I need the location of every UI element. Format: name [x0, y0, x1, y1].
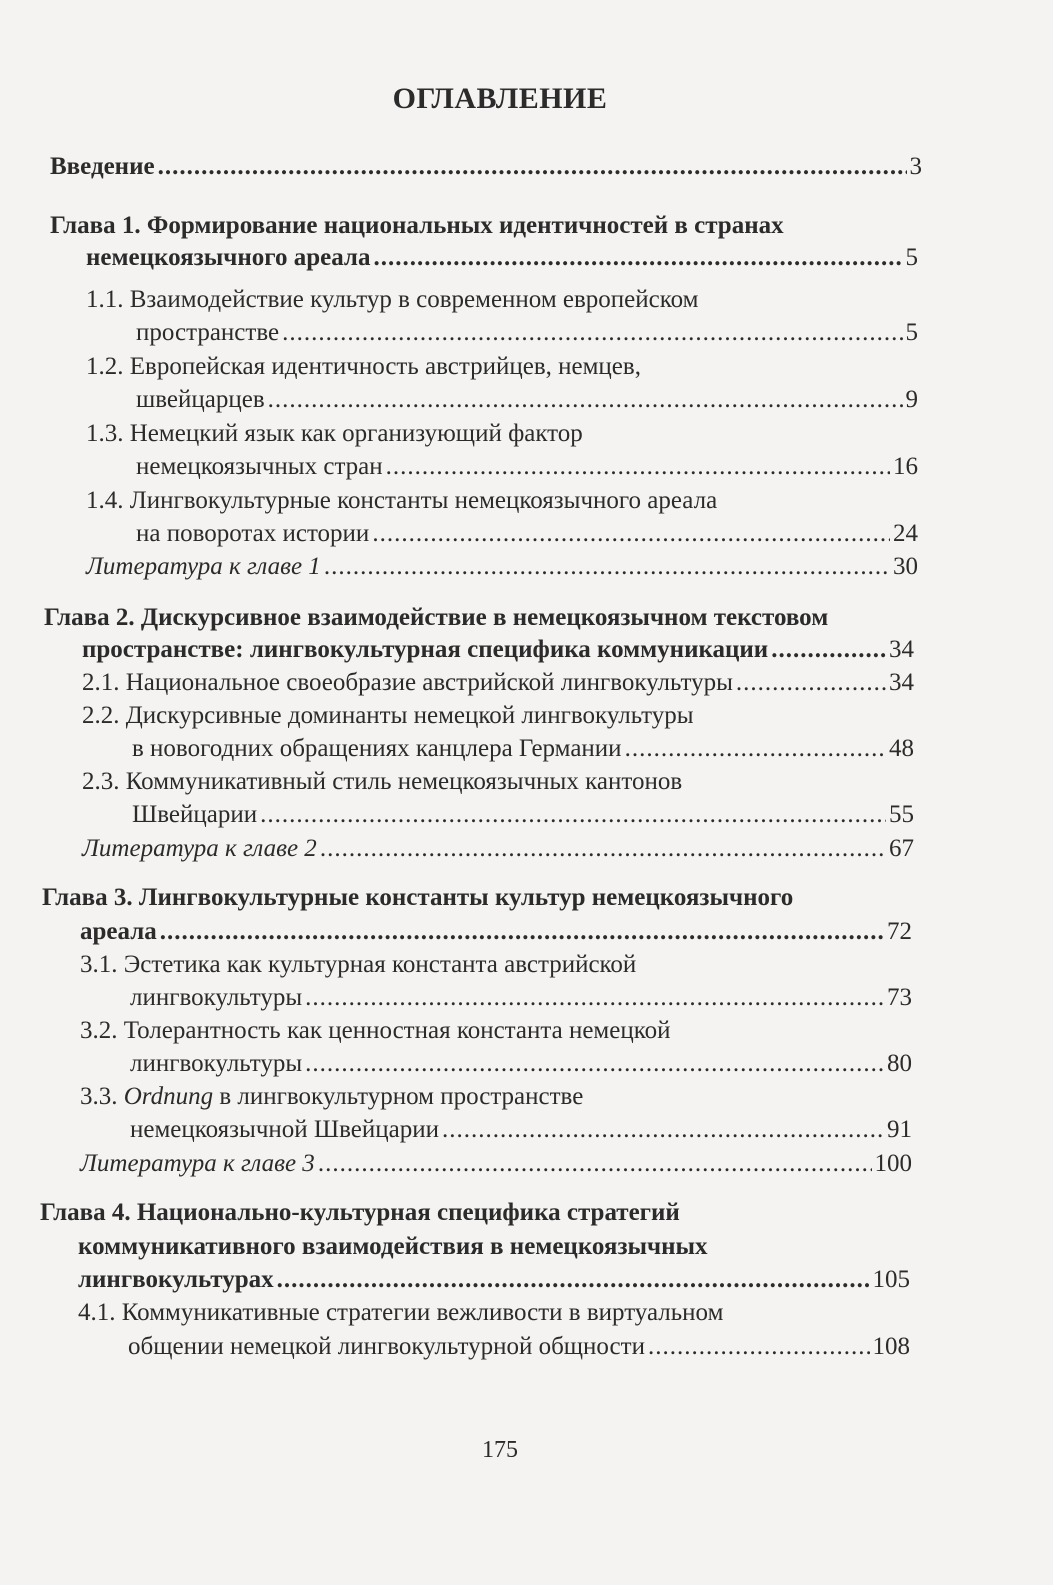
toc-entry-label: в новогодних обращениях канцлера Германии — [132, 735, 622, 762]
toc-page-number: 55 — [889, 801, 914, 828]
toc-entry-label: Литература к главе 2 — [82, 835, 317, 862]
toc-page-number: 105 — [872, 1266, 910, 1293]
toc-entry-label: на поворотах истории — [136, 520, 370, 547]
toc-leader — [282, 318, 902, 348]
toc-entry-label: пространстве — [136, 319, 280, 346]
toc-entry-label: немецкоязычного ареала — [86, 244, 371, 271]
toc-section-3-3-title[interactable] — [80, 1082, 583, 1112]
toc-entry-label: Введение — [50, 153, 155, 180]
toc-leader — [372, 519, 890, 549]
toc-section-3-1-title[interactable]: 3.1. Эстетика как культурная константа австрийской — [80, 951, 637, 978]
toc-entry-label: немецкоязычной Швейцарии — [130, 1116, 440, 1143]
toc-entry-label: пространстве: лингвокультурная специфика коммуникации — [82, 636, 769, 663]
page-title: ОГЛАВЛЕНИЕ — [392, 82, 608, 115]
toc-entry-label: Литература к главе 3 — [80, 1150, 315, 1177]
toc-entry-label: общении немецкой лингвокультурной общности — [128, 1333, 645, 1360]
toc-leader — [318, 1149, 872, 1179]
toc-entry-section-1-3[interactable] — [136, 452, 918, 482]
toc-entry-label: швейцарцев — [136, 386, 265, 413]
toc-section-1-4-title[interactable]: 1.4. Лингвокультурные константы немецкоязычного ареала — [86, 487, 718, 514]
toc-page-number: 73 — [887, 984, 912, 1011]
toc-section-3-2-title[interactable]: 3.2. Толерантность как ценностная константа немецкой — [80, 1017, 671, 1044]
toc-leader — [736, 668, 886, 698]
toc-section-1-3-title[interactable]: 1.3. Немецкий язык как организующий фактор — [86, 420, 583, 447]
toc-page-number: 80 — [887, 1050, 912, 1077]
toc-chapter-4-title-line2[interactable]: коммуникативного взаимодействия в немецкоязычных — [78, 1233, 708, 1260]
toc-leader — [648, 1332, 870, 1362]
toc-entry-label: Литература к главе 1 — [86, 553, 321, 580]
toc-leader — [260, 800, 886, 830]
toc-section-4-1-title[interactable]: 4.1. Коммуникативные стратегии вежливости в виртуальном — [78, 1299, 724, 1326]
toc-leader — [158, 152, 907, 182]
toc-entry-section-3-1[interactable] — [130, 983, 912, 1013]
toc-leader — [442, 1115, 884, 1145]
toc-entry-label: лингвокультуры — [130, 984, 303, 1011]
toc-entry-label: Швейцарии — [132, 801, 258, 828]
toc-leader — [160, 917, 884, 947]
toc-entry-section-2-2[interactable] — [132, 734, 914, 764]
toc-leader — [625, 734, 886, 764]
toc-entry-label: немецкоязычных стран — [136, 453, 383, 480]
toc-entry-section-1-4[interactable] — [136, 519, 918, 549]
toc-page-number: 108 — [872, 1333, 910, 1360]
toc-page-number: 16 — [893, 453, 918, 480]
toc-leader — [305, 1049, 884, 1079]
toc-entry-chapter-1[interactable] — [86, 243, 918, 273]
toc-page-number: 34 — [889, 669, 914, 696]
toc-page-number: 3 — [909, 153, 922, 180]
page-number: 175 — [482, 1437, 518, 1463]
toc-page-number: 67 — [889, 835, 914, 862]
toc-page-number: 24 — [893, 520, 918, 547]
toc-page-number: 5 — [905, 319, 918, 346]
toc-entry-literature-2[interactable] — [82, 834, 914, 864]
toc-page-number: 48 — [889, 735, 914, 762]
toc-entry-section-2-1[interactable] — [82, 668, 914, 698]
toc-chapter-4-title[interactable]: Глава 4. Национально-культурная специфика стратегий — [40, 1199, 680, 1226]
toc-entry-label: лингвокультурах — [78, 1266, 274, 1293]
toc-chapter-1-title[interactable]: Глава 1. Формирование национальных идентичностей в странах — [50, 212, 784, 239]
toc-entry-section-1-2[interactable] — [136, 385, 918, 415]
toc-entry-literature-3[interactable] — [80, 1149, 912, 1179]
toc-entry-chapter-4[interactable] — [78, 1265, 910, 1295]
toc-page-number: 34 — [889, 636, 914, 663]
toc-emphasis-word: Ordnung — [123, 1083, 214, 1110]
toc-leader — [305, 983, 884, 1013]
toc-section-1-2-title[interactable]: 1.2. Европейская идентичность австрийцев, немцев, — [86, 353, 641, 380]
toc-entry-chapter-3[interactable] — [80, 917, 912, 947]
toc-leader — [771, 635, 886, 665]
toc-entry-label: ареала — [80, 918, 157, 945]
toc-leader — [268, 385, 903, 415]
toc-leader — [386, 452, 890, 482]
toc-entry-section-3-2[interactable] — [130, 1049, 912, 1079]
toc-page-number: 72 — [887, 918, 912, 945]
toc-leader — [324, 552, 890, 582]
toc-entry-intro[interactable] — [50, 152, 922, 182]
toc-entry-label: лингвокультуры — [130, 1050, 303, 1077]
toc-section-2-2-title[interactable]: 2.2. Дискурсивные доминанты немецкой лингвокультуры — [82, 702, 694, 729]
toc-page-number: 30 — [893, 553, 918, 580]
toc-entry-section-3-3[interactable] — [130, 1115, 912, 1145]
toc-entry-literature-1[interactable] — [86, 552, 918, 582]
toc-page-number: 9 — [905, 386, 918, 413]
toc-entry-section-4-1[interactable] — [128, 1332, 910, 1362]
toc-section-1-1-title[interactable]: 1.1. Взаимодействие культур в современном европейском — [86, 286, 699, 313]
toc-chapter-3-title[interactable]: Глава 3. Лингвокультурные константы культур немецкоязычного — [42, 884, 794, 911]
toc-leader — [320, 834, 886, 864]
toc-entry-label: 2.1. Национальное своеобразие австрийской лингвокультуры — [82, 669, 733, 696]
toc-chapter-2-title[interactable]: Глава 2. Дискурсивное взаимодействие в немецкоязычном текстовом — [44, 604, 829, 631]
toc-entry-chapter-2[interactable] — [82, 635, 914, 665]
toc-section-number: 3.3. — [80, 1083, 118, 1110]
toc-section-rest: в лингвокультурном пространстве — [219, 1083, 584, 1110]
toc-section-2-3-title[interactable]: 2.3. Коммуникативный стиль немецкоязычных кантонов — [82, 768, 683, 795]
toc-page-number: 100 — [874, 1150, 912, 1177]
toc-page-number: 91 — [887, 1116, 912, 1143]
toc-leader — [277, 1265, 870, 1295]
toc-entry-section-1-1[interactable] — [136, 318, 918, 348]
toc-leader — [373, 243, 902, 273]
toc-entry-section-2-3[interactable] — [132, 800, 914, 830]
toc-page-number: 5 — [905, 244, 918, 271]
